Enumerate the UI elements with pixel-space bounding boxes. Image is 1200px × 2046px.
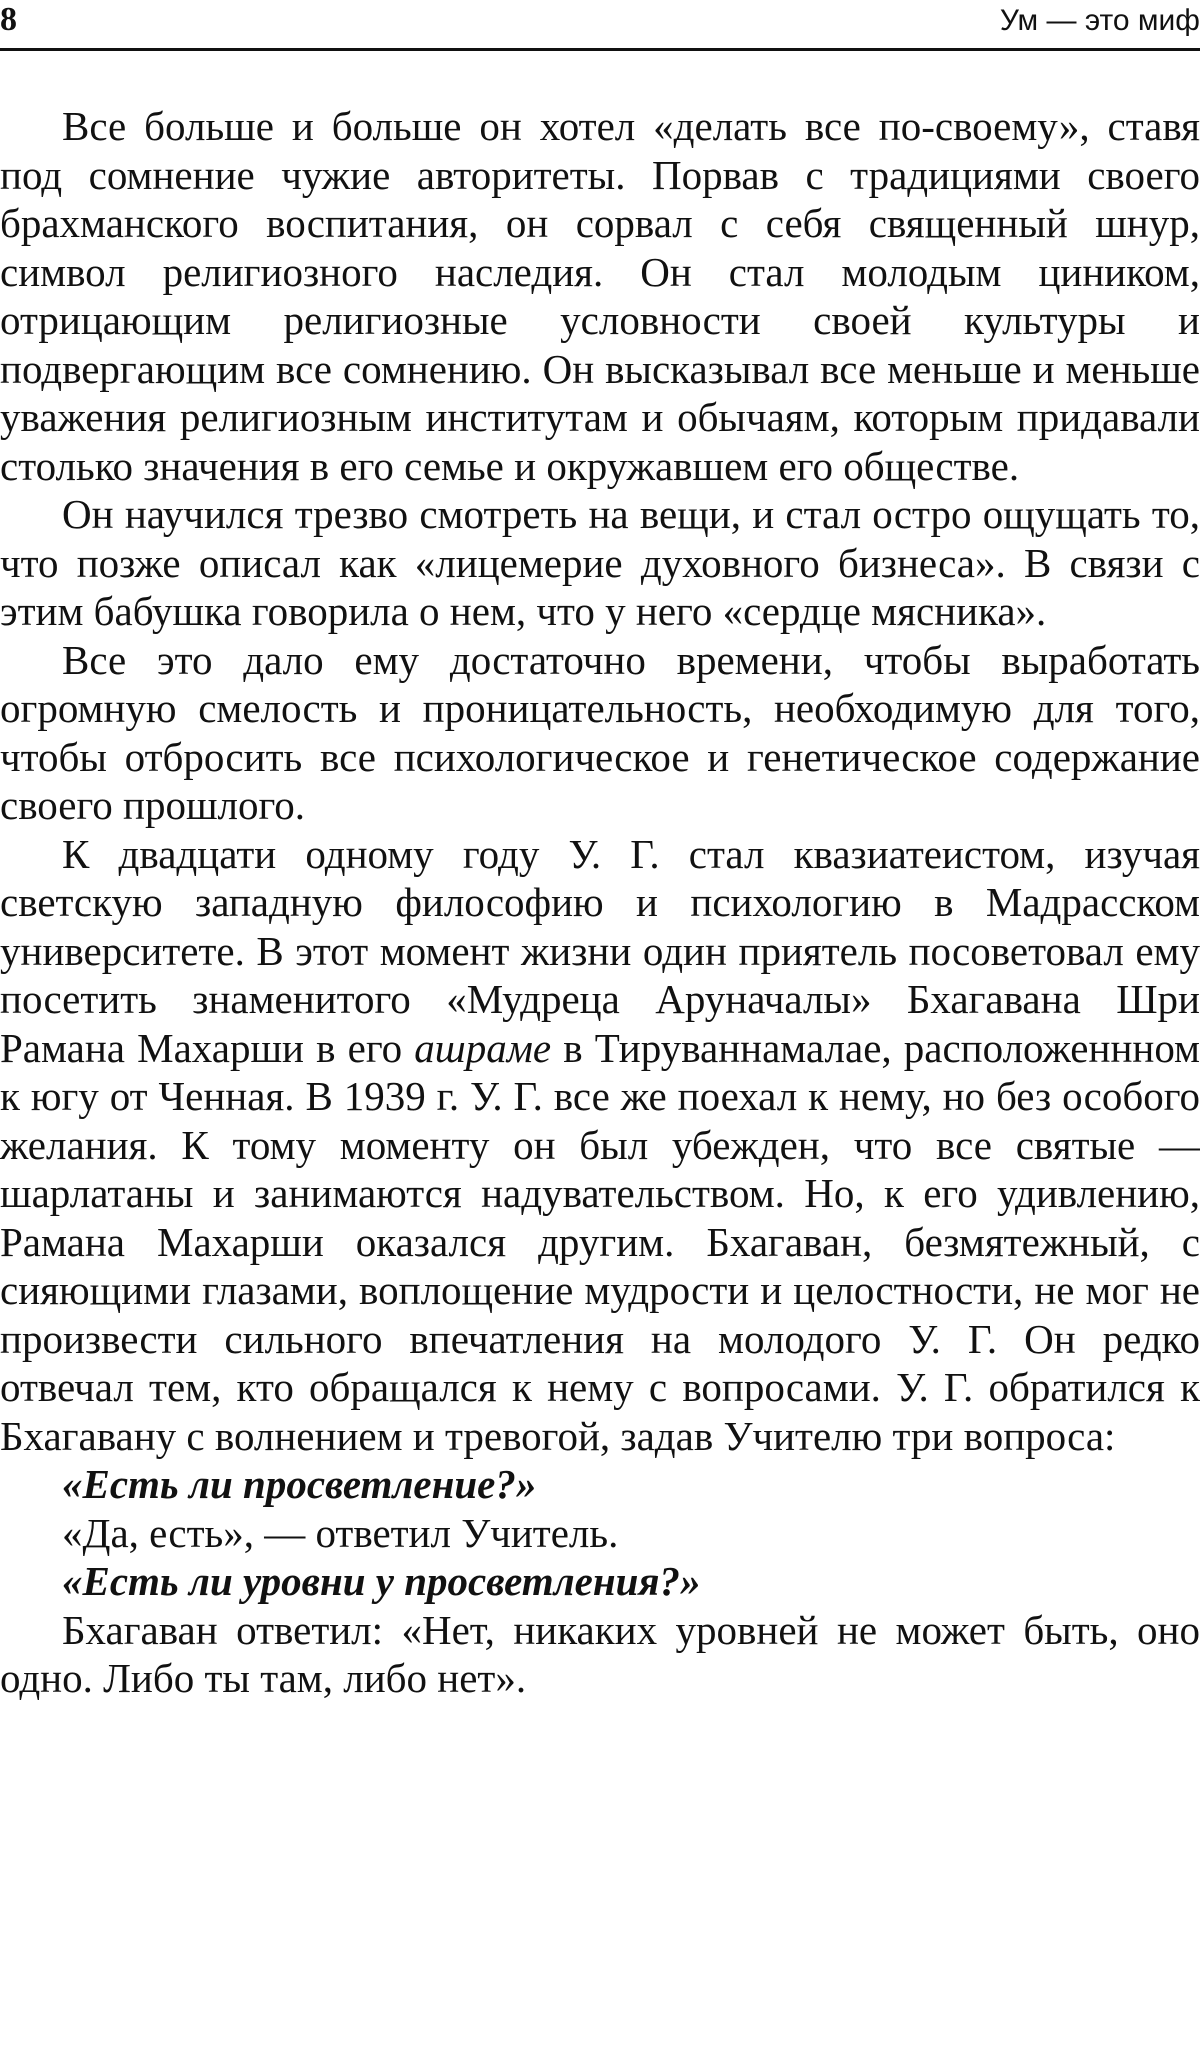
question-1: «Есть ли просветление?» [62,1461,537,1507]
question-2: «Есть ли уровни у просветления?» [62,1558,701,1604]
paragraph-4 [0,830,1200,1461]
paragraph-2: Он научился трезво смотреть на вещи, и стал остро ощущать то, что позже описал как «лицемерие духовного бизнеса». В связи с этим бабушка говорила о нем, что у него «сердце мясника». [0,491,1200,634]
paragraph-1: Все больше и больше он хотел «делать все по-своему», ставя под сомнение чужие авторитеты. Порвав с традициями своего брахманского воспитания, он сорвал с себя священный шнур, символ религиозного наследия. Он стал молодым циником, отрицающим религиозные условности своей культуры и подвергающим все сомнению. Он высказывал все меньше и меньше уважения религиозным институтам и обычаям, которым придавали столько значения в его семье и окружавшем его обществе. [0,103,1200,489]
page-header [0,0,1200,51]
paragraph-4-text-end: в Тируваннамалае, расположеннном к югу от Ченная. В 1939 г. У. Г. все же поехал к нему, но без особого желания. К тому моменту он был убежден, что все святые — шарлатаны и занимаются надувательством. Но, к его удивлению, Рамана Махарши оказался другим. Бхагаван, безмятежный, с сияющими глазами, воплощение мудрости и целостности, не мог не произвести сильного впечатления на молодого У. Г. Он редко отвечал тем, кто обращался к нему с вопросами. У. Г. обратился к Бхагавану с волнением и тревогой, задав Учителю три вопроса: [0,1024,1200,1459]
page-number: 8 [0,1,17,38]
answer-2: Бхагаван ответил: «Нет, никаких уровней не может быть, оно одно. Либо ты там, либо нет». [0,1606,1200,1701]
answer-1: «Да, есть», — ответил Учитель. [62,1509,619,1556]
paragraph-3: Все это дало ему достаточно времени, чтобы выработать огромную смелость и проницательность, необходимую для того, чтобы отбросить все психологическое и генетическое содержание своего прошлого. [0,636,1200,828]
paragraph-4-text-start: К двадцати одному году У. Г. стал квазиатеистом, изучая светскую западную философию и психологию в Мадрасском университете. В этот момент жизни один приятель посоветовал ему посетить знаменитого «Мудреца Аруначалы» Бхагавана Шри Рамана Махарши в его [0,830,1200,1071]
ashram-term: ашраме [414,1024,552,1071]
page-body [0,102,1200,1703]
running-title: Ум — это миф [999,4,1200,37]
